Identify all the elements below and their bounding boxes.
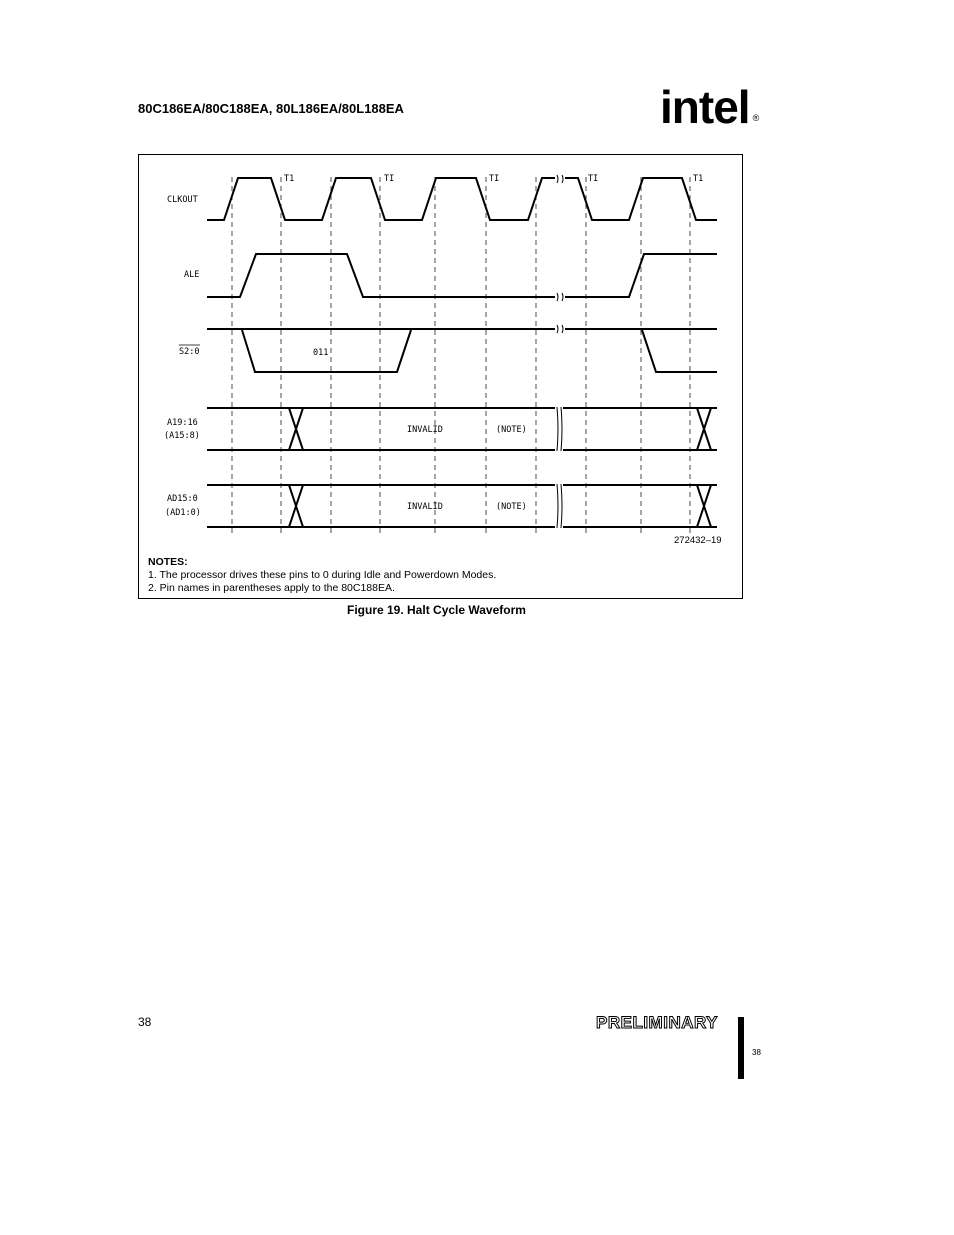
label-a15-8: (A15:8)	[164, 431, 200, 441]
state-label-1: T1	[284, 174, 295, 184]
clkout-waveform	[207, 178, 717, 220]
state-label-5: T1	[693, 174, 704, 184]
s20-value: 011	[313, 348, 329, 358]
label-ale: ALE	[184, 270, 200, 280]
figure-notes	[148, 556, 496, 595]
state-label-4: TI	[588, 174, 599, 184]
margin-bar	[738, 1017, 744, 1079]
figure-caption: Figure 19. Halt Cycle Waveform	[347, 603, 526, 617]
ale-waveform	[207, 254, 717, 297]
note-1: 1. The processor drives these pins to 0 during Idle and Powerdown Modes.	[148, 569, 497, 581]
halt-cycle-waveform-diagram	[139, 155, 744, 600]
ad15-invalid: INVALID	[407, 502, 443, 512]
timing-reference-lines	[232, 177, 690, 535]
a19-16-bus	[207, 408, 717, 450]
label-clkout: CLKOUT	[167, 195, 198, 205]
a19-note: (NOTE)	[496, 425, 527, 435]
preliminary-stamp: PRELIMINARY	[596, 1013, 718, 1032]
figure-id: 272432–19	[674, 535, 722, 546]
note-2: 2. Pin names in parentheses apply to the 80C188EA.	[148, 582, 395, 594]
time-break-markers	[555, 173, 565, 530]
state-label-2: TI	[384, 174, 395, 184]
notes-title: NOTES:	[148, 556, 188, 568]
page-number: 38	[138, 1015, 152, 1029]
side-page-number: 38	[752, 1048, 761, 1057]
label-ad1-0: (AD1:0)	[165, 508, 201, 518]
intel-logo	[660, 81, 759, 133]
label-s20: S2:0	[179, 347, 200, 357]
ad15-0-bus	[207, 485, 717, 527]
label-ad15-0: AD15:0	[167, 494, 198, 504]
registered-mark: ®	[752, 113, 759, 123]
s20-waveform-next	[642, 330, 717, 372]
document-header-title: 80C186EA/80C188EA, 80L186EA/80L188EA	[138, 101, 404, 116]
logo-text: intel	[660, 81, 750, 133]
state-label-3: TI	[489, 174, 500, 184]
label-a19-16: A19:16	[167, 418, 198, 428]
a19-invalid: INVALID	[407, 425, 443, 435]
ad15-note: (NOTE)	[496, 502, 527, 512]
waveform-figure	[138, 154, 743, 599]
